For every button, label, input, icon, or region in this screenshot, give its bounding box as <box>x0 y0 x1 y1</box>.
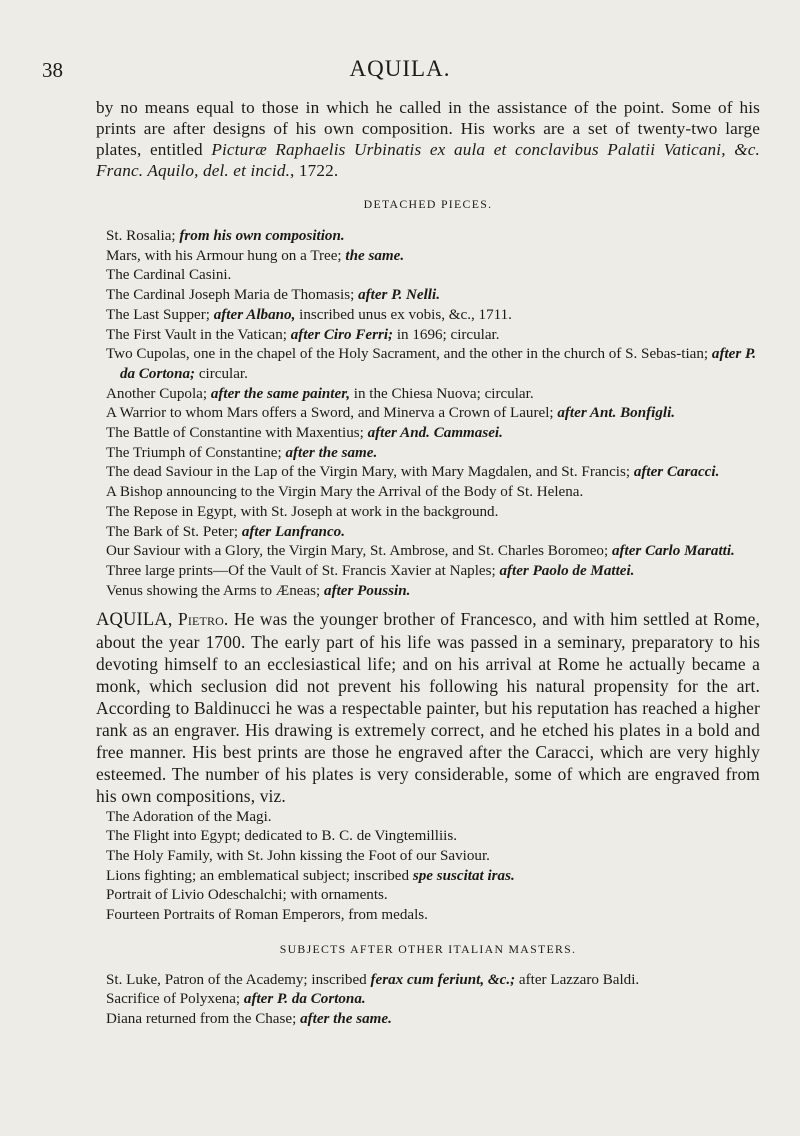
item-attribution: after Paolo de Mattei. <box>499 562 635 579</box>
list-item <box>106 483 760 503</box>
list-item <box>106 990 760 1010</box>
item-attribution: the same. <box>345 247 405 264</box>
list-item <box>106 424 760 444</box>
list-item <box>106 503 760 523</box>
item-title: Mars, with his Armour hung on a Tree; <box>106 247 346 264</box>
item-title: St. Luke, Patron of the Academy; inscribed <box>106 971 371 988</box>
list-item <box>106 345 760 384</box>
list-item <box>106 326 760 346</box>
item-title: The Cardinal Joseph Maria de Thomasis; <box>106 287 359 304</box>
item-attribution: spe suscitat iras. <box>412 867 515 884</box>
item-attribution: after Lanfranco. <box>241 523 345 540</box>
item-title: Venus showing the Arms to Æneas; <box>106 582 325 599</box>
item-title: Diana returned from the Chase; <box>106 1011 301 1028</box>
item-title: The dead Saviour in the Lap of the Virgin Mary, with Mary Magdalen, and St. Francis; <box>106 464 634 481</box>
page-header <box>42 58 758 88</box>
item-attribution: after P. da Cortona; <box>120 346 757 382</box>
list-item <box>106 867 760 887</box>
intro-paragraph <box>96 97 760 181</box>
item-title: Three large prints—Of the Vault of St. Francis Xavier at Naples; <box>106 562 500 579</box>
list-item <box>106 385 760 405</box>
section-heading-detached: DETACHED PIECES. <box>363 197 493 211</box>
list-item <box>106 523 760 543</box>
own-compositions-list <box>96 808 760 926</box>
list-item <box>106 1010 760 1030</box>
item-attribution: after Carlo Maratti. <box>611 543 735 560</box>
list-item <box>106 582 760 602</box>
list-item <box>106 971 760 991</box>
item-title: Fourteen Portraits of Roman Emperors, from medals. <box>106 907 428 924</box>
section-heading-other-masters: SUBJECTS AFTER OTHER ITALIAN MASTERS. <box>279 941 577 956</box>
detached-pieces-list <box>96 227 760 601</box>
item-title: The Holy Family, with St. John kissing the Foot of our Saviour. <box>106 847 490 864</box>
item-title: A Bishop announcing to the Virgin Mary the Arrival of the Body of St. Helena. <box>106 484 584 501</box>
list-item <box>106 463 760 483</box>
bio-paragraph <box>96 609 760 807</box>
item-note: after Lazzaro Baldi. <box>515 971 640 988</box>
list-item <box>106 808 760 828</box>
item-attribution: after P. Nelli. <box>358 287 440 304</box>
item-title: The Bark of St. Peter; <box>106 523 242 540</box>
item-title: The Repose in Egypt, with St. Joseph at work in the background. <box>106 503 499 520</box>
page-content <box>96 97 760 1030</box>
item-note: in 1696; circular. <box>393 326 500 343</box>
item-attribution: after Albano, <box>213 306 296 323</box>
list-item <box>106 886 760 906</box>
other-masters-list <box>96 971 760 1030</box>
item-note: circular. <box>195 365 248 382</box>
list-item <box>106 306 760 326</box>
item-attribution: after Ant. Bonfigli. <box>557 405 676 422</box>
item-title: Sacrifice of Polyxena; <box>106 991 244 1008</box>
item-attribution: after Caracci. <box>633 464 720 481</box>
item-title: Portrait of Livio Odeschalchi; with ornaments. <box>106 887 388 904</box>
list-item <box>106 906 760 926</box>
item-note: in the Chiesa Nuova; circular. <box>350 385 534 402</box>
list-item <box>106 542 760 562</box>
item-title: The Triumph of Constantine; <box>106 444 286 461</box>
item-attribution: after the same. <box>300 1011 392 1028</box>
item-title: The Cardinal Casini. <box>106 267 232 284</box>
item-attribution: from his own composition. <box>179 228 345 244</box>
item-attribution: after Poussin. <box>324 582 411 599</box>
item-title: The First Vault in the Vatican; <box>106 326 291 343</box>
item-title: The Last Supper; <box>106 306 214 323</box>
item-title: The Adoration of the Magi. <box>106 808 272 825</box>
list-item <box>106 247 760 267</box>
item-attribution: after P. da Cortona. <box>243 991 366 1008</box>
item-attribution: ferax cum feriunt, &c.; <box>370 971 516 988</box>
list-item <box>106 266 760 286</box>
item-attribution: after the same. <box>285 444 378 461</box>
item-title: St. Rosalia; <box>106 228 180 244</box>
list-item <box>106 227 760 247</box>
intro-title: Picturæ Raphaelis Urbinatis ex aula et conclavibus Palatii Vaticani, &c. Franc. Aquilo, del. et incid. <box>96 140 760 180</box>
item-attribution: after Ciro Ferri; <box>290 326 394 343</box>
item-note: inscribed unus ex vobis, &c., 1711. <box>295 306 512 323</box>
list-item <box>106 444 760 464</box>
item-title: The Battle of Constantine with Maxentius; <box>106 425 368 442</box>
bio-text: He was the younger brother of Francesco, and with him settled at Rome, about the year 1700. The early part of his life was passed in a seminary, preparatory to his devoting himself to an ecclesiastical life; and on his arrival at Rome he actually became a monk, which seclusion did not prevent his following his natural propensity for the art. According to Baldinucci he was a respectable painter, but his reputation has reached a higher rank as an engraver. His drawing is extremely correct, and he etched his plates in a bold and free manner. His best prints are those he engraved after the Caracci, which are very highly esteemed. The number of his plates is very considerable, some of which are engraved from his own compositions, viz. <box>96 609 760 806</box>
intro-date: , 1722. <box>290 161 339 180</box>
item-title: A Warrior to whom Mars offers a Sword, and Minerva a Crown of Laurel; <box>106 405 558 422</box>
item-title: Our Saviour with a Glory, the Virgin Mary, St. Ambrose, and St. Charles Boromeo; <box>106 543 612 560</box>
list-item <box>106 847 760 867</box>
bio-name: AQUILA, <box>96 610 173 631</box>
item-title: The Flight into Egypt; dedicated to B. C. de Vingtemilliis. <box>106 828 457 845</box>
running-head: AQUILA. <box>349 56 451 81</box>
item-attribution: after And. Cammasei. <box>367 425 503 442</box>
item-title: Two Cupolas, one in the chapel of the Holy Sacrament, and the other in the church of S. Sebas-tian; <box>106 346 712 363</box>
intro-text: by no means equal to those in which he called in the assistance of the point. Some of his prints are after designs of his own composition. His works are a set of twenty-two large plates, entitled <box>96 98 760 159</box>
list-item <box>106 286 760 306</box>
page-number: 38 <box>42 58 63 82</box>
bio-forename: Pietro. <box>178 609 229 630</box>
item-title: Another Cupola; <box>106 385 211 402</box>
item-title: Lions fighting; an emblematical subject; inscribed <box>106 867 413 884</box>
list-item <box>106 562 760 582</box>
list-item <box>106 404 760 424</box>
item-attribution: after the same painter, <box>210 385 351 402</box>
list-item <box>106 827 760 847</box>
